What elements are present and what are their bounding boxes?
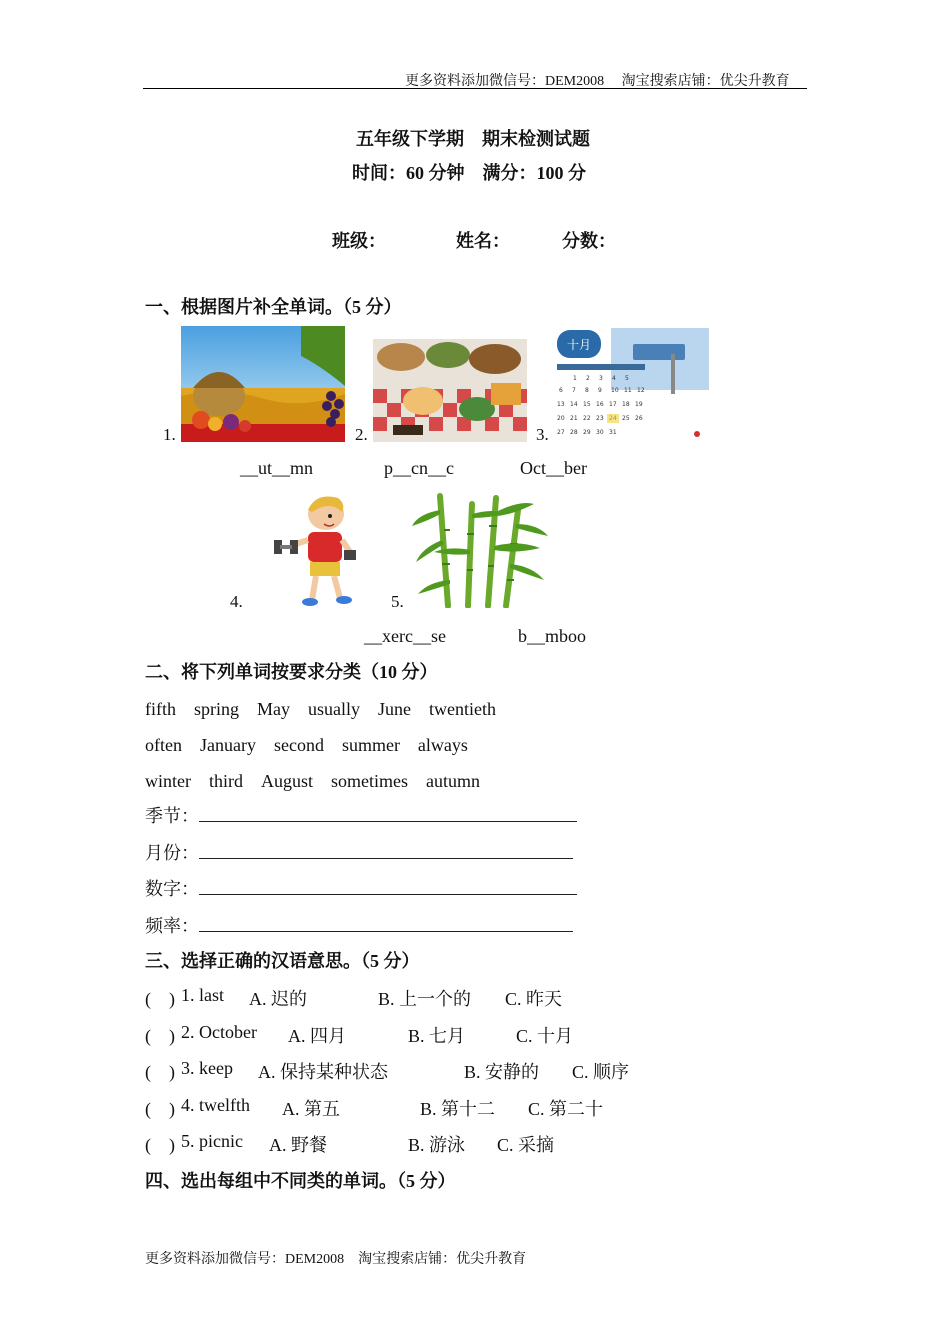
option-c: C. 昨天 — [505, 989, 563, 1009]
answer-line[interactable] — [199, 840, 573, 859]
october-calendar-image — [553, 328, 709, 442]
svg-text:29: 29 — [583, 429, 591, 436]
answer-line[interactable] — [199, 913, 573, 932]
section4-heading: 四、选出每组中不同类的单词。（5 分） — [145, 1171, 456, 1191]
section3-heading: 三、选择正确的汉语意思。（5 分） — [145, 951, 420, 971]
svg-text:14: 14 — [570, 401, 578, 408]
page-footer: 更多资料添加微信号：DEM2008 淘宝搜索店铺：优尖升教育 — [145, 1252, 527, 1267]
option-b: B. 安静的 — [464, 1062, 540, 1082]
option-c: C. 采摘 — [497, 1135, 555, 1155]
svg-text:30: 30 — [596, 429, 604, 436]
category-label: 频率： — [145, 916, 199, 936]
answer-paren[interactable]: ( ) — [145, 1099, 175, 1119]
option-c: C. 十月 — [516, 1026, 574, 1046]
svg-text:16: 16 — [596, 401, 604, 408]
picnic-image — [373, 339, 527, 442]
header-rule — [143, 88, 807, 89]
svg-text:10: 10 — [611, 387, 619, 394]
question-stem: 5. picnic — [181, 1131, 243, 1151]
svg-text:19: 19 — [635, 401, 643, 408]
question-stem: 2. October — [181, 1022, 257, 1042]
option-b: B. 第十二 — [420, 1099, 496, 1119]
exam-subtitle: 时间：60 分钟 满分：100 分 — [352, 163, 586, 183]
svg-text:23: 23 — [596, 415, 604, 422]
word-bank-row: fifth spring May usually June twentieth — [145, 699, 496, 719]
svg-text:27: 27 — [557, 429, 565, 436]
item-number: 1. — [163, 425, 176, 444]
svg-text:22: 22 — [583, 415, 591, 422]
svg-text:2: 2 — [586, 375, 590, 382]
word-blank: __xerc__se — [364, 626, 446, 646]
option-b: B. 上一个的 — [378, 989, 472, 1009]
bamboo-image — [410, 490, 550, 608]
svg-text:15: 15 — [583, 401, 591, 408]
category-month — [145, 839, 573, 865]
section2-heading: 二、将下列单词按要求分类（10 分） — [145, 662, 438, 682]
option-a: A. 保持某种状态 — [258, 1062, 388, 1082]
exam-title: 五年级下学期 期末检测试题 — [356, 129, 590, 149]
svg-text:4: 4 — [612, 375, 616, 382]
svg-text:18: 18 — [622, 401, 630, 408]
category-label: 季节： — [145, 806, 199, 826]
answer-paren[interactable]: ( ) — [145, 1062, 175, 1082]
category-number — [145, 875, 577, 901]
svg-text:26: 26 — [635, 415, 643, 422]
category-label: 数字： — [145, 879, 199, 899]
svg-text:17: 17 — [609, 401, 617, 408]
question-stem: 4. twelfth — [181, 1095, 250, 1115]
word-blank: Oct__ber — [520, 458, 587, 478]
category-frequency — [145, 912, 573, 938]
svg-text:9: 9 — [598, 387, 602, 394]
answer-paren[interactable]: ( ) — [145, 989, 175, 1009]
option-b: B. 游泳 — [408, 1135, 466, 1155]
svg-text:3: 3 — [599, 375, 603, 382]
word-blank: p__cn__c — [384, 458, 454, 478]
option-b: B. 七月 — [408, 1026, 466, 1046]
score-label: 分数： — [562, 231, 616, 251]
answer-line[interactable] — [199, 803, 577, 822]
word-blank: b__mboo — [518, 626, 587, 646]
option-a: A. 迟的 — [249, 989, 307, 1009]
answer-line[interactable] — [199, 876, 577, 895]
word-bank-row: often January second summer always — [145, 735, 468, 755]
page-header: 更多资料添加微信号：DEM2008 淘宝搜索店铺：优尖升教育 — [405, 74, 790, 89]
answer-paren[interactable]: ( ) — [145, 1026, 175, 1046]
svg-text:11: 11 — [624, 387, 632, 394]
svg-text:25: 25 — [622, 415, 630, 422]
name-label: 姓名： — [456, 231, 510, 251]
svg-text:31: 31 — [609, 429, 617, 436]
category-season — [145, 802, 577, 828]
svg-text:13: 13 — [557, 401, 565, 408]
svg-text:6: 6 — [559, 387, 563, 394]
item-number: 5. — [391, 592, 404, 611]
word-blank: __ut__mn — [240, 458, 314, 478]
option-c: C. 顺序 — [572, 1062, 630, 1082]
item-number: 3. — [536, 425, 549, 444]
svg-text:21: 21 — [570, 415, 578, 422]
svg-text:7: 7 — [572, 387, 576, 394]
section1-heading: 一、根据图片补全单词。（5 分） — [145, 297, 402, 317]
exercise-boy-image — [268, 492, 360, 610]
answer-paren[interactable]: ( ) — [145, 1135, 175, 1155]
autumn-harvest-image — [181, 326, 345, 442]
option-a: A. 四月 — [288, 1026, 346, 1046]
svg-text:十月: 十月 — [567, 338, 592, 352]
item-number: 4. — [230, 592, 243, 611]
option-a: A. 野餐 — [269, 1135, 327, 1155]
category-label: 月份： — [145, 843, 199, 863]
svg-text:5: 5 — [625, 375, 629, 382]
svg-text:28: 28 — [570, 429, 578, 436]
svg-text:20: 20 — [557, 415, 565, 422]
item-number: 2. — [355, 425, 368, 444]
word-bank-row: winter third August sometimes autumn — [145, 771, 480, 791]
question-stem: 3. keep — [181, 1058, 233, 1078]
svg-text:8: 8 — [585, 387, 589, 394]
option-a: A. 第五 — [282, 1099, 340, 1119]
svg-text:12: 12 — [637, 387, 645, 394]
option-c: C. 第二十 — [528, 1099, 604, 1119]
question-stem: 1. last — [181, 985, 224, 1005]
class-label: 班级： — [332, 231, 386, 251]
svg-text:1: 1 — [573, 375, 577, 382]
